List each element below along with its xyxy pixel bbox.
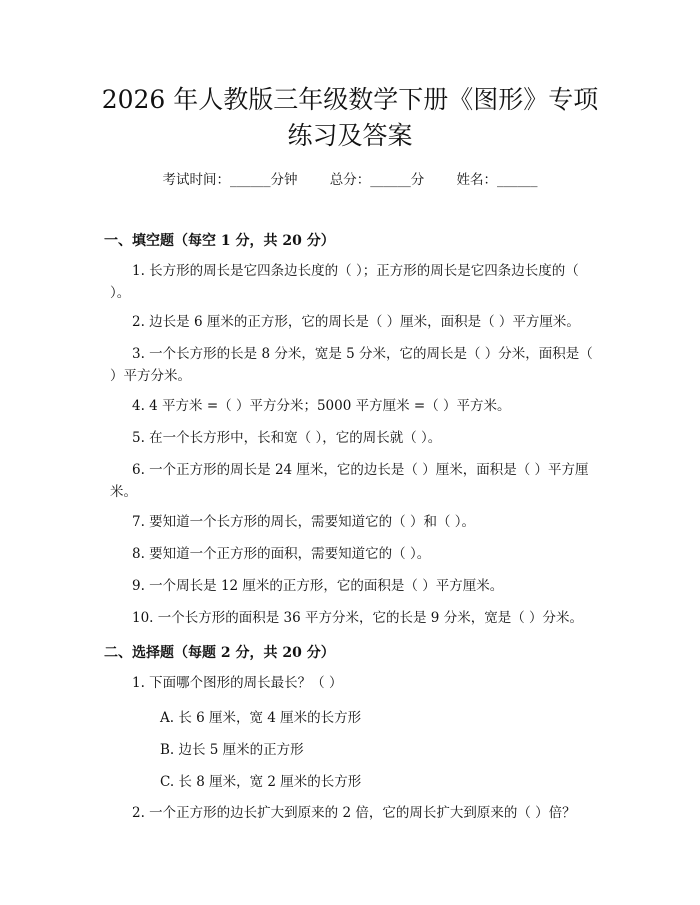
document-title-line1: 2026 年人教版三年级数学下册《图形》专项	[101, 85, 599, 114]
question-item: 1. 长方形的周长是它四条边长度的（ ）；正方形的周长是它四条边长度的（ ）。	[110, 263, 579, 301]
document-title-line2: 练习及答案	[287, 121, 413, 150]
section-heading-fill-blank: 一、填空题（每空 1 分，共 20 分）	[104, 233, 335, 249]
exam-total-score: 总分：______分	[329, 172, 425, 188]
question-item: 5. 在一个长方形中，长和宽（ ），它的周长就（ ）。	[132, 430, 442, 446]
question-item: 6. 一个正方形的周长是 24 厘米，它的边长是（ ）厘米，面积是（ ）平方厘米。	[110, 462, 589, 500]
question-item: 4. 4 平方米 =（ ）平方分米；5000 平方厘米 =（ ）平方米。	[132, 398, 511, 414]
question-item: 1. 下面哪个图形的周长最长？（ ）	[132, 675, 343, 691]
exam-time: 考试时间：______分钟	[162, 172, 298, 188]
question-item: 10. 一个长方形的面积是 36 平方分米，它的长是 9 分米，宽是（ ）分米。	[132, 610, 583, 626]
question-item: 2. 边长是 6 厘米的正方形，它的周长是（ ）厘米，面积是（ ）平方厘米。	[132, 314, 580, 330]
question-item: 9. 一个周长是 12 厘米的正方形，它的面积是（ ）平方厘米。	[132, 578, 504, 594]
question-item: 7. 要知道一个长方形的周长，需要知道它的（ ）和（ ）。	[132, 514, 476, 530]
choice-option-b: B. 边长 5 厘米的正方形	[160, 742, 304, 758]
choice-option-c: C. 长 8 厘米，宽 2 厘米的长方形	[160, 774, 362, 790]
section-heading-multiple-choice: 二、选择题（每题 2 分，共 20 分）	[104, 645, 335, 661]
question-item: 3. 一个长方形的长是 8 分米，宽是 5 分米，它的周长是（ ）分米，面积是（ ）平方分米。	[110, 346, 593, 384]
student-name: 姓名：______	[456, 172, 538, 188]
question-item: 2. 一个正方形的边长扩大到原来的 2 倍，它的周长扩大到原来的（ ）倍？	[132, 805, 576, 821]
question-item: 8. 要知道一个正方形的面积，需要知道它的（ ）。	[132, 546, 431, 562]
choice-option-a: A. 长 6 厘米，宽 4 厘米的长方形	[160, 710, 362, 726]
exam-info	[0, 168, 700, 188]
